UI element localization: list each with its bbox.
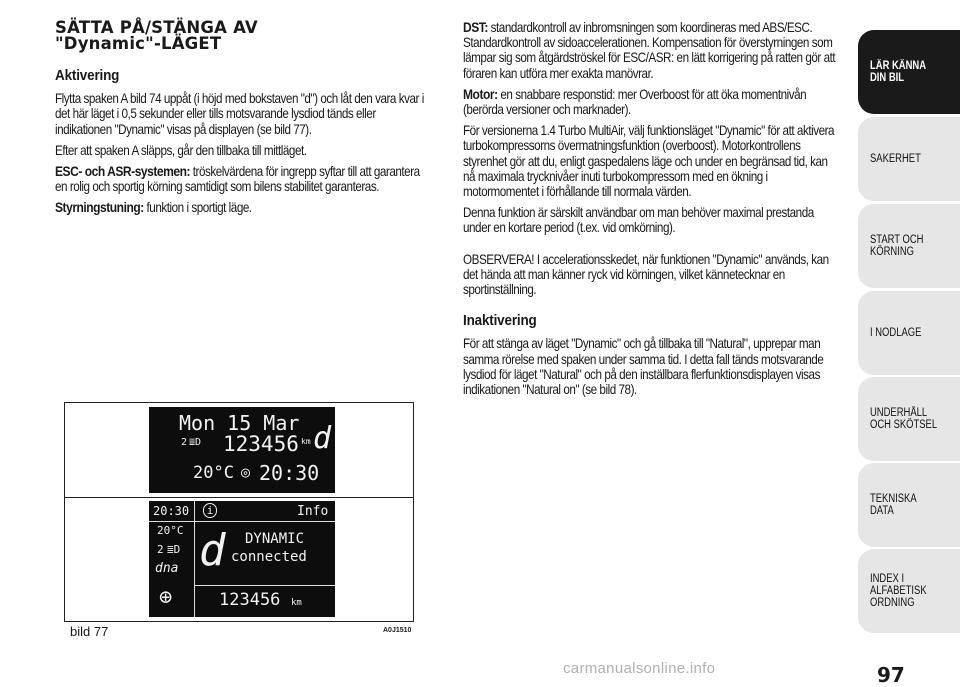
display-date: Mon 15 Mar: [179, 411, 300, 435]
display2-status-line1: DYNAMIC: [245, 531, 305, 547]
dst-lead: DST:: [463, 19, 488, 35]
steering-paragraph: [55, 200, 434, 215]
deactivation-paragraph: För att stänga av läget "Dynamic" och gå tillbaka till "Natural", upprepar man samma rörelse med spaken under samma tid. I detta fall tänds motsvarande lysdiod för läget "Natural" och på den inställbara flerfunktionsdisplayen visas indikationen "Natural on" (se bild 78).: [463, 336, 824, 398]
display2-temp: 20°C: [157, 524, 184, 537]
right-column: [463, 20, 841, 403]
display2-gear: 2: [157, 543, 164, 556]
info-icon: i: [203, 503, 217, 518]
motor-lead: Motor:: [463, 85, 498, 102]
tab-tekniska-data[interactable]: TEKNISKA DATA: [858, 463, 960, 547]
display-gear: 2: [181, 437, 188, 448]
figure-77: [64, 402, 414, 622]
deactivation-heading: Inaktivering: [463, 312, 537, 330]
activation-heading: Aktivering: [55, 67, 120, 84]
steering-text: funktion i sportigt läge.: [143, 200, 252, 216]
steering-lead: Styrningstuning:: [55, 199, 144, 216]
figure-code: A0J1510: [383, 627, 412, 634]
clock-icon: ◎: [241, 463, 251, 481]
display2-mode-letter: d: [199, 525, 226, 576]
note-paragraph: OBSERVERA! I accelerationsskedet, när funktionen "Dynamic" används, kan det hända att man känner ryck vid körningen, vilket kännetecknar en sportinställning.: [463, 251, 829, 298]
esc-asr-lead: ESC- och ASR-systemen:: [55, 163, 191, 180]
dst-paragraph: [463, 20, 840, 81]
headlight-icon: ≣D: [189, 437, 202, 448]
display2-status-line2: connected: [231, 549, 307, 565]
tab-index-alfabetisk-ordning[interactable]: INDEX I ALFABETISK ORDNING: [858, 549, 960, 633]
globe-icon: ⊕: [159, 585, 173, 610]
tab-i-nodlage[interactable]: I NÖDLÄGE: [858, 291, 960, 375]
activation-paragraph: Flytta spaken A bild 74 uppåt (i höjd med bokstaven "d") och låt den vara kvar i det här läget i 0,5 sekunder eller tills motsvarande lysdiod tänds eller indikationen "Dynamic" visas på displayen (se bild 77).: [55, 91, 424, 137]
display2-info: Info: [297, 504, 329, 519]
tab-underhall-och-skotsel[interactable]: UNDERHÅLL OCH SKÖTSEL: [858, 377, 960, 461]
figure-caption: bild 77: [70, 624, 109, 639]
dst-text: standardkontroll av inbromsningen som koordineras med ABS/ESC. Standardkontroll av sidoaccelerationen. Kompensation för överstyrningen som lämpar sig som åtgärdströskel för ESC/ASR: en lätt korrigering på ratten gör att föraren kan utföra mer exakta manövrar.: [463, 20, 836, 81]
instrument-display-top: [149, 407, 335, 493]
display-temp: 20°C: [193, 463, 234, 483]
turbo-paragraph: För versionerna 1.4 Turbo MultiAir, välj funktionsläget "Dynamic" för att aktivera turbokompressorns övermatningsfunktion (overboost). Motorkontrollens styrenhet gör att du, enligt gaspedalens läge och under en begränsad tid, kan nå maximala trycknivåer inuti turbokompressorn med en ökning i motormomentet i förhållande till normala värden.: [463, 123, 835, 200]
tab-lar-kanna-din-bil[interactable]: LÄR KÄNNA DIN BIL: [858, 30, 960, 114]
section-title-line2: "Dynamic"-LÄGET: [55, 34, 222, 53]
tab-sakerhet[interactable]: SÄKERHET: [858, 117, 960, 201]
display-odometer: 123456: [223, 432, 299, 456]
section-title-line1: SÄTTA PÅ/STÄNGA AV: [55, 18, 258, 37]
esc-asr-text: tröskelvärdena för ingrepp syftar till att garantera en rolig och sportig körning samtidigt som bilens stabilitet garanteras.: [55, 164, 420, 195]
headlight-icon: ≣D: [167, 543, 181, 556]
section-title: [55, 20, 435, 52]
esc-asr-paragraph: [55, 164, 434, 194]
watermark: carmanualsonline.info: [563, 660, 716, 677]
display-time: 20:30: [259, 461, 320, 485]
display2-odo-unit: km: [291, 598, 302, 608]
useful-paragraph: Denna funktion är särskilt användbar om man behöver maximal prestanda under en kortare period (t.ex. vid omkörning).: [463, 205, 814, 236]
tab-start-och-korning[interactable]: START OCH KÖRNING: [858, 204, 960, 288]
left-column: [55, 20, 435, 222]
release-paragraph: Efter att spaken A släpps, går den tillbaka till mittläget.: [55, 142, 307, 158]
page-number: 97: [877, 663, 905, 687]
figure-divider: [65, 497, 413, 498]
display2-time: 20:30: [153, 504, 190, 518]
display-mode-letter: d: [313, 421, 332, 456]
motor-text: en snabbare responstid: mer Overboost för att öka momentnivån (berörda versioner och marknader).: [463, 86, 807, 118]
display-odo-unit: km: [301, 437, 311, 446]
instrument-display-bottom: [149, 501, 335, 617]
display2-dna: dna: [155, 561, 179, 576]
motor-paragraph: [463, 87, 840, 117]
display2-odometer: 123456: [219, 590, 281, 610]
